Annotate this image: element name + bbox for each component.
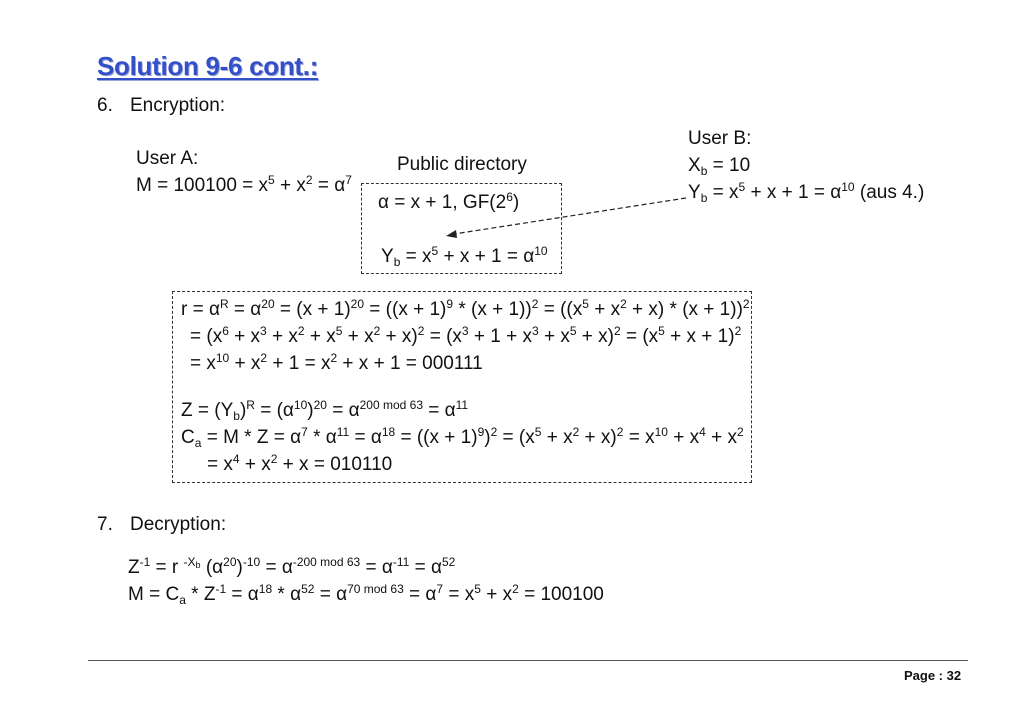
ca-line-1: $C_a = M * Z = \alpha^7 * \alpha^{11} = \alpha^{18} = ((x + 1)^9)^2 = (x^5 + x^2 + x)^2 = x^{10} + x^4 + x^2$ [181,425,744,450]
public-directory-heading: Public directory [397,154,527,175]
section-7-label: Decryption: [130,514,227,535]
public-directory-alpha: α = x + 1, $GF(2^6)$ [378,190,520,213]
section-6-label: Encryption: [130,95,226,116]
page-title: Solution 9-6 cont.: [97,51,319,81]
r-line-1: $r = \alpha^R = \alpha^{20} = (x + 1)^{20} = ((x + 1)^9 * (x + 1))^2 = ((x^5 + x^2 + x) * (x + 1))^2$ [181,297,750,320]
z-inverse-line: $Z^{-1} = r$ $^{-X_b}$ $(\alpha^{20})^{-10} = \alpha^{-200 mod 63} = \alpha^{-11} = \alpha^{52}$ [128,555,456,578]
user-a-heading: User A: [136,148,199,169]
section-7-number: 7. [97,514,113,535]
user-a-message: $M = 100100 = x^5 + x^2 = \alpha^7$ [136,173,352,196]
r-line-3: = $x^{10} + x^2 + 1 = x^2 + x + 1 = 000111$ [190,351,483,374]
user-b-yb: $Y_b = x^5 + x + 1 = \alpha^{10}$ (aus 4.) [688,180,925,205]
page-number: Page : 32 [904,668,962,683]
public-directory-yb: $Y_b = x^5 + x + 1 = \alpha^{10}$ [381,244,548,269]
ca-line-2: = $x^4 + x^2 + x = 010110$ [207,452,393,475]
section-6-number: 6. [97,95,113,116]
r-line-2: = $(x^6 + x^3 + x^2 + x^5 + x^2 + x)^2 = (x^3 + 1 + x^3 + x^5 + x)^2 = (x^5 + x + 1)^2$ [190,324,742,347]
user-b-xb: $X_b = 10$ [688,155,751,178]
footer-divider [88,660,968,661]
m-decrypt-line: $M = C_a * Z^{-1} = \alpha^{18} * \alpha^{52} = \alpha^{70 mod 63} = \alpha^7 = x^5 + x^2 = 100100$ [128,582,604,607]
user-b-heading: User B: [688,128,752,149]
z-line: $Z = (Y_b)^R = (\alpha^{10})^{20} = \alpha^{200 mod 63} = \alpha^{11}$ [181,398,469,423]
